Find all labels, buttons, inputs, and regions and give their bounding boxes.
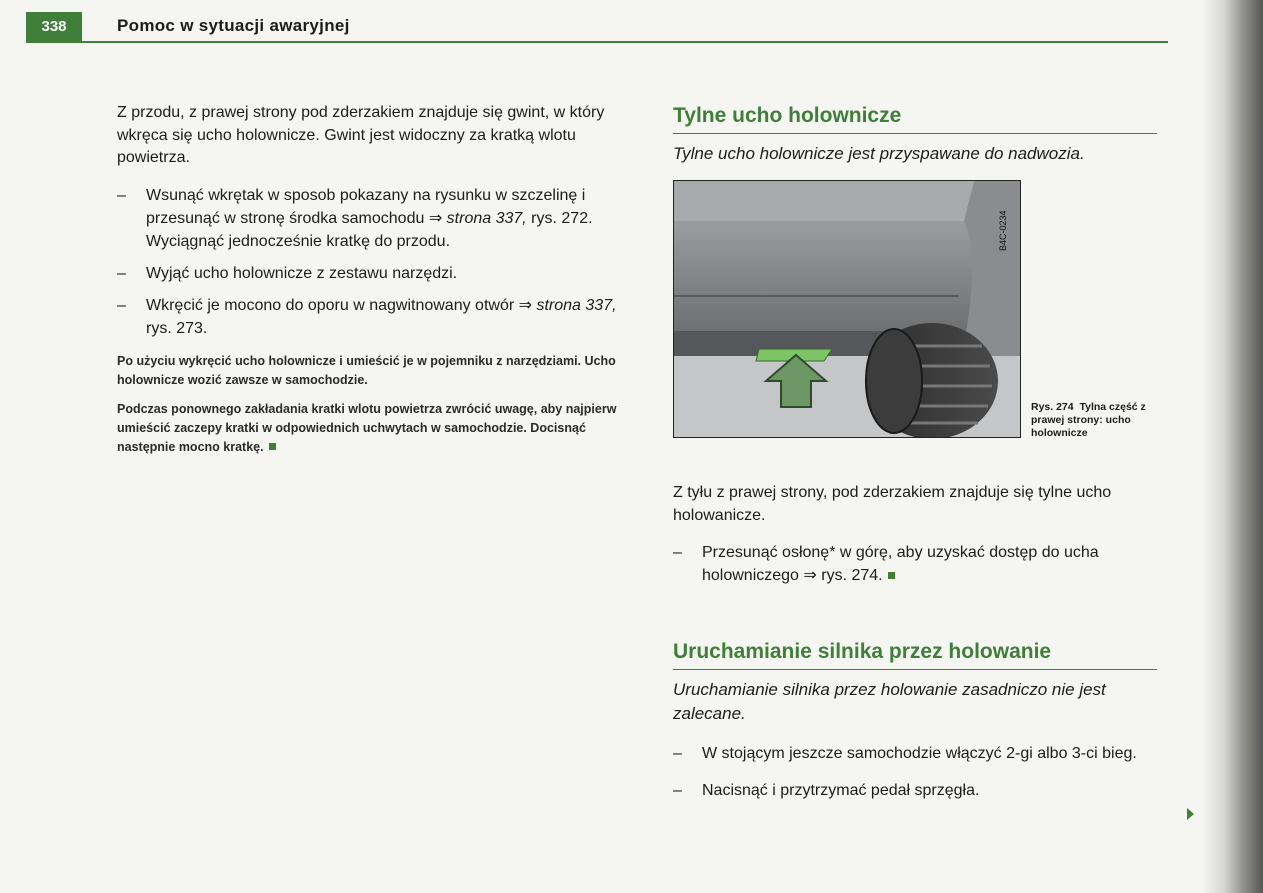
step-item: – W stojącym jeszcze samochodzie włączyć 2-gi albo 3-ci bieg. (673, 742, 1173, 765)
rear-tow-body: Z tyłu z prawej strony, pod zderzakiem znajduje się tylne ucho holowanicze. – Przesunąć osłonę* w górę, aby uzyskać dostęp do ucha holowniczego ⇒ rys. 274. (673, 482, 1163, 596)
step-item: – Wkręcić je mocono do oporu w nagwitnowany otwór ⇒ strona 337, rys. 273. (117, 294, 632, 340)
chapter-title: Pomoc w sytuacji awaryjnej (117, 16, 350, 35)
section-tow-start (673, 640, 1173, 811)
left-column (117, 102, 632, 457)
heading-rule (673, 133, 1157, 134)
page-number: 338 (26, 12, 82, 42)
heading-rule (673, 669, 1157, 670)
figure-code: B4C-0234 (998, 210, 1008, 251)
ref-arrow: ⇒ (428, 209, 443, 227)
bullet-dash: – (117, 296, 126, 314)
figure-reference-link[interactable]: ⇒ rys. 274. (803, 567, 883, 584)
page-binding-shadow (1203, 0, 1263, 893)
step-item: – Wsunąć wkrętak w sposob pokazany na rysunku w szczelinę i przesunąć w stronę środka samochodu ⇒ strona 337, rys. 272. Wyciągnąć jednocześnie kratkę do przodu. (117, 184, 632, 253)
section-lead: Tylne ucho holownicze jest przyspawane do nadwozia. (673, 144, 1085, 163)
page-reference-link[interactable]: strona 337, (446, 209, 527, 227)
ref-arrow: ⇒ (518, 296, 533, 314)
header-divider (26, 41, 1168, 43)
bullet-dash: – (673, 544, 682, 561)
right-column (673, 104, 1183, 438)
step-item: – Nacisnąć i przytrzymać pedał sprzęgła. (673, 779, 1173, 802)
section-lead: Uruchamianie silnika przez holowanie zasadniczo nie jest zalecane. (673, 680, 1106, 723)
page-reference-link[interactable]: strona 337, (536, 296, 617, 314)
step-item: – Wyjąć ucho holownicze z zestawu narzędzi. (117, 262, 632, 285)
bullet-dash: – (117, 264, 126, 282)
end-mark-icon (888, 572, 895, 579)
car-rear-illustration (674, 181, 1020, 437)
end-mark-icon (269, 443, 276, 450)
continue-arrow-icon (1187, 808, 1194, 820)
step-item: – Przesunąć osłonę* w górę, aby uzyskać dostęp do ucha holowniczego ⇒ rys. 274. (673, 541, 1163, 587)
bullet-dash: – (117, 186, 126, 204)
figure-caption: Rys. 274 Tylna część z prawej strony: ucho holownicze (1031, 401, 1146, 439)
section-heading: Uruchamianie silnika przez holowanie (673, 640, 1052, 663)
section-heading: Tylne ucho holownicze (673, 104, 902, 127)
note-paragraph: Podczas ponownego zakładania kratki wlotu powietrza zwrócić uwagę, aby najpierw umieścić zaczepy kratki w odpowiednich uchwytach w samochodzie. Docisnąć następnie mocno kratkę. (117, 401, 617, 454)
bullet-dash: – (673, 782, 682, 799)
bullet-dash: – (673, 745, 682, 762)
intro-paragraph: Z przodu, z prawej strony pod zderzakiem znajduje się gwint, w który wkręca się ucho holownicze. Gwint jest widoczny za kratką wlotu powietrza. (117, 104, 605, 166)
rear-tow-eye-figure (673, 180, 1021, 438)
note-paragraph: Po użyciu wykręcić ucho holownicze i umieścić je w pojemniku z narzędziami. Ucho holownicze wozić zawsze w samochodzie. (117, 353, 616, 387)
